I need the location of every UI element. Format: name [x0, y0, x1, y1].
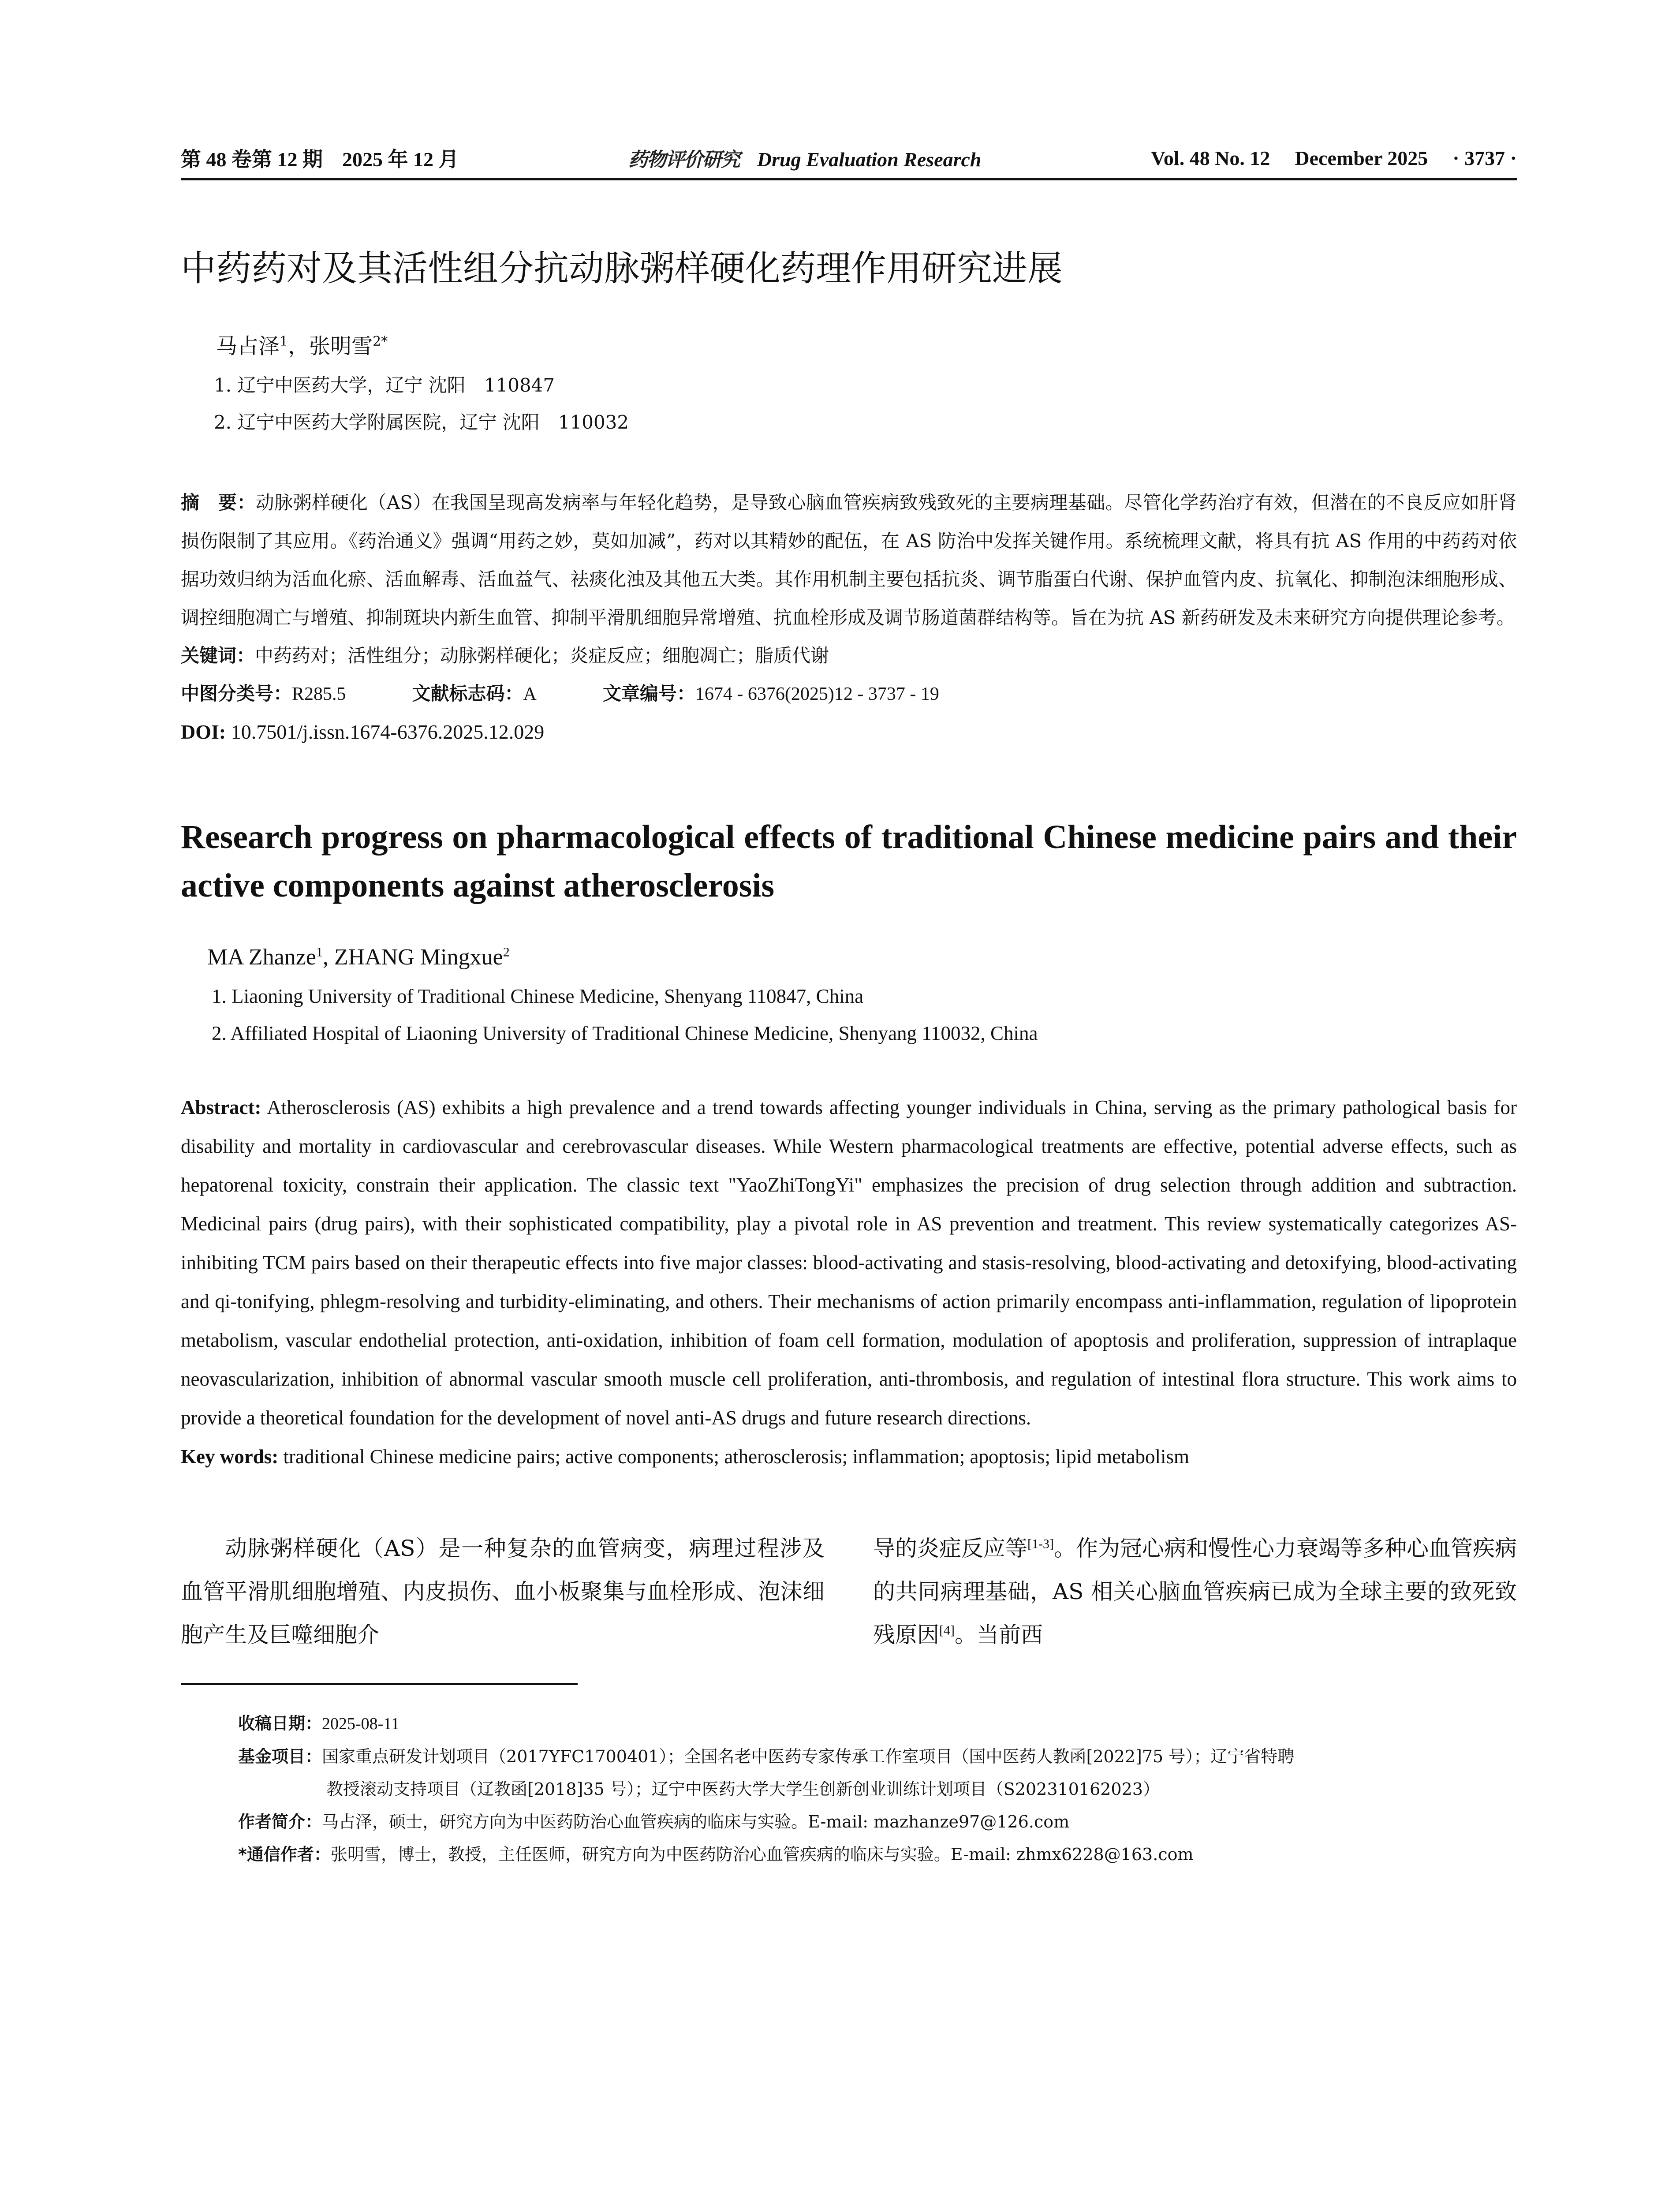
en-author-name: MA Zhanze	[207, 945, 316, 970]
header-right	[1151, 146, 1517, 170]
cn-keywords	[181, 637, 1517, 675]
header-left	[181, 143, 459, 172]
page-number: · 3737 ·	[1452, 146, 1517, 169]
cn-keywords-value: 中药药对；活性组分；动脉粥样硬化；炎症反应；细胞凋亡；脂质代谢	[255, 645, 829, 666]
fund-projects	[238, 1740, 1517, 1805]
clc-label: 中图分类号：	[181, 683, 292, 704]
doi-label: DOI:	[181, 721, 226, 743]
cn-affiliation-1: 1. 辽宁中医药大学，辽宁 沈阳 110847	[214, 374, 555, 396]
en-keywords-label: Key words:	[181, 1446, 279, 1468]
en-author-name: ZHANG Mingxue	[334, 945, 503, 970]
citation-link[interactable]: [1-3]	[1027, 1536, 1054, 1551]
en-author-sup: 1	[316, 945, 323, 960]
body-text: 。当前西	[954, 1622, 1043, 1648]
cn-abstract-label: 摘 要：	[181, 492, 256, 513]
body-column-left: 动脉粥样硬化（AS）是一种复杂的血管病变，病理过程涉及血管平滑肌细胞增殖、内皮损伤、血小板聚集与血栓形成、泡沫细胞产生及巨噬细胞介	[181, 1536, 825, 1648]
body-columns	[181, 1527, 1517, 1656]
body-text: 导的炎症反应等	[873, 1536, 1028, 1561]
cn-author-sep: ，	[288, 334, 310, 359]
clc-value: R285.5	[292, 684, 346, 704]
cn-author-sup: 1	[280, 334, 288, 349]
doc-code-label: 文献标志码：	[412, 683, 523, 704]
received-label: 收稿日期：	[238, 1714, 322, 1733]
article-id-value: 1674 - 6376(2025)12 - 3737 - 19	[695, 684, 939, 704]
received-value: 2025-08-11	[322, 1715, 399, 1733]
en-affiliation-1: 1. Liaoning University of Traditional Chinese Medicine, Shenyang 110847, China	[212, 985, 864, 1007]
clc-field	[181, 675, 346, 713]
en-keywords	[181, 1437, 1517, 1476]
cn-author-sup: 2*	[373, 334, 388, 349]
volume-issue-cn: 第 48 卷第 12 期	[181, 148, 323, 171]
doc-code-field	[412, 675, 537, 713]
cn-abstract	[181, 483, 1517, 637]
journal-name-en: Drug Evaluation Research	[757, 148, 982, 171]
cn-author-name: 张明雪	[309, 334, 373, 359]
fund-line-1: 国家重点研发计划项目（2017YFC1700401）；全国名老中医药专家传承工作室项目（国中医药人教函[2022]75 号）；辽宁省特聘	[322, 1747, 1295, 1766]
doi-line	[181, 713, 1517, 751]
footnote-divider	[181, 1683, 578, 1685]
running-header	[181, 140, 1517, 180]
date-en: December 2025	[1295, 146, 1428, 169]
cn-authors	[216, 333, 1517, 360]
cn-title: 中药药对及其活性组分抗动脉粥样硬化药理作用研究进展	[181, 248, 1063, 289]
en-affiliation-2: 2. Affiliated Hospital of Liaoning University of Traditional Chinese Medicine, Shenyang 110032, China	[212, 1022, 1038, 1044]
cn-abstract-text: 动脉粥样硬化（AS）在我国呈现高发病率与年轻化趋势，是导致心脑血管疾病致残致死的主要病理基础。尽管化学药治疗有效，但潜在的不良反应如肝肾损伤限制了其应用。《药治通义》强调“用药之妙，莫如加减”，药对以其精妙的配伍，在 AS 防治中发挥关键作用。系统梳理文献，将具有抗 AS 作用的中药药对依据功效归纳为活血化瘀、活血解毒、活血益气、祛痰化浊及其他五大类。其作用机制主要包括抗炎、调节脂蛋白代谢、保护血管内皮、抗氧化、抑制泡沫细胞形成、调控细胞凋亡与增殖、抑制斑块内新生血管、抑制平滑肌细胞异常增殖、抗血栓形成及调节肠道菌群结构等。旨在为抗 AS 新药研发及未来研究方向提供理论参考。	[181, 492, 1517, 628]
received-date	[238, 1707, 1517, 1740]
cn-keywords-label: 关键词：	[181, 645, 255, 666]
author-bio-label: 作者简介：	[238, 1812, 322, 1831]
en-author-sep: ,	[322, 945, 334, 970]
citation-link[interactable]: [4]	[939, 1623, 955, 1638]
en-abstract	[181, 1088, 1517, 1437]
body-column-right	[873, 1527, 1517, 1656]
volume-issue-en: Vol. 48 No. 12	[1150, 146, 1270, 169]
journal-page	[181, 0, 1517, 2003]
footnotes	[238, 1707, 1517, 1871]
cn-affiliation-2: 2. 辽宁中医药大学附属医院，辽宁 沈阳 110032	[214, 411, 629, 433]
article-id-label: 文章编号：	[602, 683, 695, 704]
date-cn: 2025 年 12 月	[342, 148, 459, 171]
en-keywords-value: traditional Chinese medicine pairs; active components; atherosclerosis; inflammation; apoptosis; lipid metabolism	[278, 1446, 1190, 1468]
doi-value[interactable]: 10.7501/j.issn.1674-6376.2025.12.029	[231, 721, 545, 743]
corresponding-author	[238, 1838, 1517, 1871]
en-title: Research progress on pharmacological effects of traditional Chinese medicine pairs and their active components against atherosclerosis	[181, 818, 1517, 904]
author-bio-value: 马占泽，硕士，研究方向为中医药防治心血管疾病的临床与实验。E-mail: mazhanze97@126.com	[322, 1812, 1070, 1831]
doc-code-value: A	[523, 684, 537, 704]
cn-classification-row	[181, 675, 1517, 713]
corresponding-label: *通信作者：	[238, 1845, 331, 1864]
article-id-field	[603, 675, 939, 713]
cn-author-name: 马占泽	[216, 334, 280, 359]
en-author-sup: 2	[503, 945, 510, 960]
en-abstract-text: Atherosclerosis (AS) exhibits a high prevalence and a trend towards affecting younger individuals in China, serving as the primary pathological basis for disability and mortality in cardiovascular and cerebrovascular diseases. While Western pharmacological treatments are effective, potential adverse effects, such as hepatorenal toxicity, constrain their application. The classic text "YaoZhiTongYi" emphasizes the precision of drug selection through addition and subtraction. Medicinal pairs (drug pairs), with their sophisticated compatibility, play a pivotal role in AS prevention and treatment. This review systematically categorizes AS-inhibiting TCM pairs based on their therapeutic effects into five major classes: blood-activating and stasis-resolving, blood-activating and detoxifying, blood-activating and qi-tonifying, phlegm-resolving and turbidity-eliminating, and others. Their mechanisms of action primarily encompass anti-inflammation, regulation of lipoprotein metabolism, vascular endothelial protection, anti-oxidation, inhibition of foam cell formation, modulation of apoptosis and proliferation, suppression of intraplaque neovascularization, inhibition of abnormal vascular smooth muscle cell proliferation, anti-thrombosis, and regulation of intestinal flora structure. This work aims to provide a theoretical foundation for the development of novel anti-AS drugs and future research directions.	[181, 1096, 1517, 1429]
corresponding-value: 张明雪，博士，教授，主任医师，研究方向为中医药防治心血管疾病的临床与实验。E-mail: zhmx6228@163.com	[330, 1845, 1194, 1864]
fund-label: 基金项目：	[238, 1747, 322, 1766]
en-authors	[207, 943, 1517, 972]
body-text: 。作为冠心病和慢性心力衰竭等多种心血管疾病的共同病理基础，AS 相关心脑血管疾病已成为全球主要的致死致残原因	[873, 1536, 1517, 1648]
header-middle	[628, 144, 982, 172]
author-bio	[238, 1805, 1517, 1838]
fund-line-2: 教授滚动支持项目（辽教函[2018]35 号）；辽宁中医药大学大学生创新创业训练计划项目（S202310162023）	[326, 1779, 1160, 1799]
journal-logo: 药物评价研究	[628, 149, 739, 171]
en-abstract-label: Abstract:	[181, 1096, 261, 1118]
